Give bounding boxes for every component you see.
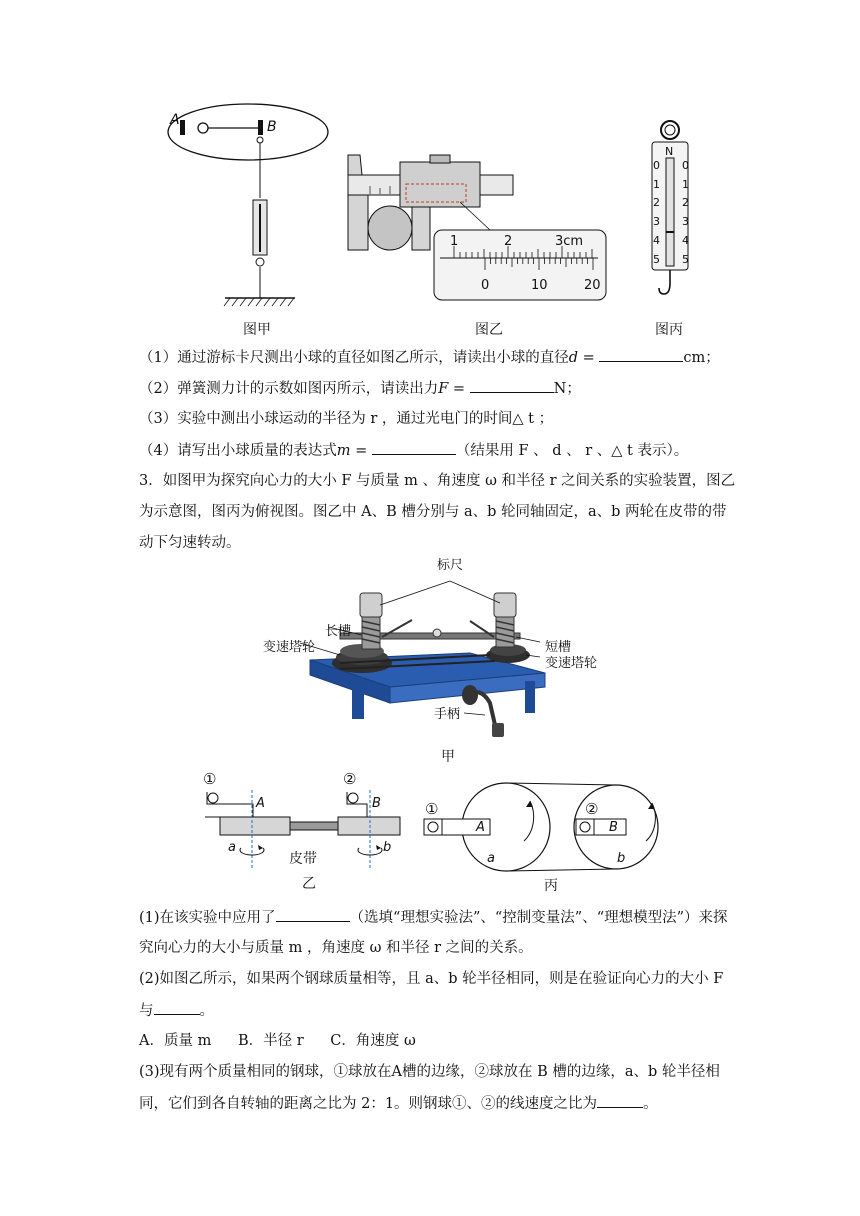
q3-intro-line-2: 为示意图，图丙为俯视图。图乙中 A、B 槽分别与 a、b 轮同轴固定，a、b 两轮在皮带的带 xyxy=(139,504,727,520)
label-left-pulley: 变速塔轮 xyxy=(263,640,316,655)
option-a[interactable]: A．质量 m xyxy=(139,1033,212,1049)
q2-item-4: （4）请写出小球质量的表达式m = （结果用 F 、 d 、 r 、△ t 表示）。 xyxy=(139,440,688,461)
caption-apparatus-jia: 甲 xyxy=(441,749,455,765)
vernier-scale-10: 10 xyxy=(531,278,548,293)
label-long-slot: 长槽 xyxy=(325,624,352,639)
answer-blank-variable[interactable] xyxy=(154,1000,200,1015)
label-short-slot: 短槽 xyxy=(545,640,572,655)
schematic-wheel-a: a xyxy=(228,840,236,855)
q2-item-2: （2）弹簧测力计的示数如图丙所示，请读出力F = N； xyxy=(139,378,581,399)
answer-blank-f[interactable] xyxy=(470,378,554,393)
caption-topview-bing: 丙 xyxy=(544,878,558,894)
schematic-wheel-b: b xyxy=(383,840,392,855)
topview-bing xyxy=(420,775,680,875)
q3-intro-line-1: 3．如图甲为探究向心力的大小 F 与质量 m 、角速度 ω 和半径 r 之间关系的实验装置，图乙 xyxy=(139,473,736,489)
topview-slot-a: A xyxy=(476,820,485,835)
answer-blank-ratio[interactable] xyxy=(597,1093,643,1108)
spring-scale-right: 0 1 2 3 4 5 xyxy=(682,159,689,266)
main-scale-2: 2 xyxy=(504,234,513,249)
caption-yi: 图乙 xyxy=(475,322,503,338)
option-c[interactable]: C．角速度 ω xyxy=(330,1033,416,1049)
vernier-scale-20: 20 xyxy=(584,278,601,293)
q2-item-3: （3）实验中测出小球运动的半径为 r ，通过光电门的时间△ t ； xyxy=(139,411,554,427)
figure-jia-diagram xyxy=(160,100,340,315)
label-handle: 手柄 xyxy=(434,707,461,722)
caption-jia: 图甲 xyxy=(243,322,271,338)
caption-schematic-yi: 乙 xyxy=(302,876,316,892)
q3-sub3-line-2: 同，它们到各自转轴的距离之比为 2：1。则钢球①、②的线速度之比为 。 xyxy=(139,1093,658,1114)
schematic-ball-2: ② xyxy=(343,770,357,788)
q3-options xyxy=(139,1031,416,1051)
q2-item-1: （1）通过游标卡尺测出小球的直径如图乙所示，请读出小球的直径d = cm； xyxy=(139,347,720,368)
apparatus-photo xyxy=(300,575,550,740)
q3-sub1-line-2: 究向心力的大小与质量 m ，角速度 ω 和半径 r 之间的关系。 xyxy=(139,940,533,956)
caption-bing: 图丙 xyxy=(655,322,683,338)
schematic-belt-label: 皮带 xyxy=(289,851,317,867)
topview-ball-1: ① xyxy=(425,800,439,818)
main-scale-3: 3cm xyxy=(555,234,584,249)
topview-ball-2: ② xyxy=(585,800,599,818)
topview-slot-b: B xyxy=(609,820,618,835)
spring-scale-left: 0 1 2 3 4 5 xyxy=(653,159,660,266)
topview-wheel-b: b xyxy=(617,851,626,866)
label-ruler: 标尺 xyxy=(437,558,464,573)
answer-blank-d[interactable] xyxy=(599,347,683,362)
option-b[interactable]: B．半径 r xyxy=(237,1033,304,1049)
q3-sub2-line-2: 与 。 xyxy=(139,1000,214,1021)
vernier-scale-0: 0 xyxy=(481,278,490,293)
topview-wheel-a: a xyxy=(487,851,495,866)
answer-blank-m[interactable] xyxy=(372,440,456,455)
main-scale-1: 1 xyxy=(450,234,459,249)
q3-sub2-line-1: (2)如图乙所示，如果两个钢球质量相等，且 a、b 轮半径相同，则是在验证向心力的大小 F xyxy=(139,971,724,987)
q3-intro-line-3: 动下匀速转动。 xyxy=(139,535,241,551)
answer-blank-method[interactable] xyxy=(276,907,350,922)
schematic-slot-b: B xyxy=(372,796,381,811)
schematic-ball-1: ① xyxy=(203,770,217,788)
figure-yi-caliper xyxy=(340,150,610,305)
schematic-slot-a: A xyxy=(256,796,265,811)
label-right-pulley: 变速塔轮 xyxy=(545,656,598,671)
spring-unit-n: N xyxy=(665,145,674,158)
q3-sub3-line-1: (3)现有两个质量相同的钢球，①球放在A槽的边缘，②球放在 B 槽的边缘，a、b 轮半径相 xyxy=(139,1064,720,1080)
label-a: A xyxy=(170,112,180,128)
q3-sub1-line-1: (1)在该实验中应用了 （选填“理想实验法”、“控制变量法”、“理想模型法”）来探 xyxy=(139,907,728,928)
label-b: B xyxy=(267,119,277,135)
